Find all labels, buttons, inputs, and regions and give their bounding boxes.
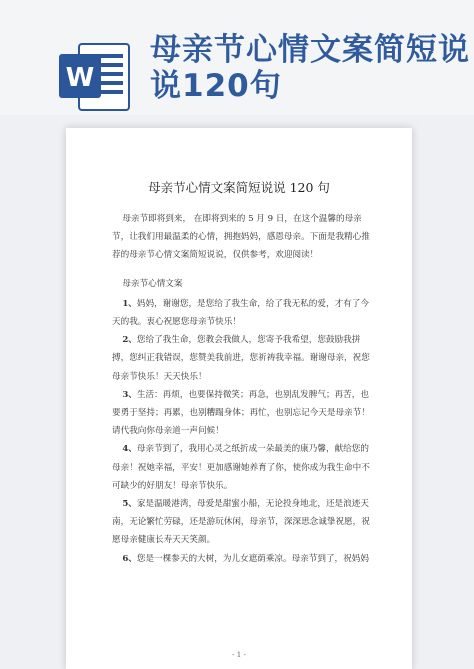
page-number: - 1 -: [232, 651, 246, 659]
list-item: [112, 440, 374, 495]
word-document-icon: [55, 40, 135, 120]
banner: [0, 0, 474, 115]
item-number: 3、: [122, 389, 137, 400]
list-item: [112, 550, 374, 568]
item-text: 生活：再烦，也要保持微笑；再急，也别乱发脾气；再苦，也要勇于坚持；再累，也别糟蹋身体；再忙，也别忘记今天是母亲节！请代我向你母亲道一声问候！: [112, 389, 370, 437]
item-number: 2、: [122, 335, 137, 346]
item-text: 您是一棵参天的大树，为儿女遮荫乘凉。母亲节到了，祝妈妈: [136, 553, 369, 564]
item-text: 您给了我生命，您教会我做人，您寄予我希望，您鼓励我拼搏，您纠正我错误，您赞美我前进，您祈祷我幸福。谢谢母亲，祝您母亲节快乐！天天快乐！: [112, 335, 370, 382]
item-text: 家是温暖港湾，母爱是甜蜜小船，无论投身地北，还是浪迹天南，无论繁忙劳碌，还是游玩休闲，母亲节，深深思念诚挚祝愿，祝愿母亲健康长寿天天笑颜。: [112, 499, 370, 546]
list-item: [112, 495, 374, 550]
section-title: 母亲节心情文案: [122, 278, 183, 289]
list-item: [112, 331, 374, 386]
item-number: 4、: [122, 444, 137, 455]
item-number: 6、: [122, 553, 137, 564]
item-text: 妈妈，谢谢您，是您给了我生命，给了我无私的爱，才有了今天的我。衷心祝愿您母亲节快乐！: [112, 298, 369, 328]
intro-paragraph: 母亲节即将到来， 在即将到来的 5 月 9 日，在这个温馨的母亲节，让我们用最温柔的心情，拥抱妈妈，感恩母亲。下面是我精心推荐的母亲节心情文案简短说说，仅供参考，欢迎阅读！: [112, 214, 370, 261]
item-number: 5、: [122, 499, 137, 510]
list-item: [112, 386, 374, 441]
document-title: 母亲节心情文案简短说说 120 句: [148, 180, 330, 195]
list-item: [112, 295, 374, 331]
document-body: [112, 210, 374, 568]
item-number: 1、: [122, 298, 137, 309]
banner-title: 母亲节心情文案简短说说120句: [150, 32, 470, 104]
word-icon-letter: W: [65, 63, 95, 93]
item-text: 母亲节到了，我用心灵之纸折成一朵最美的康乃馨，献给您的母亲！祝她幸福，平安！更加感谢她养育了你，使你成为我生命中不可缺少的好朋友！母亲节快乐。: [112, 444, 370, 491]
document-page: [66, 128, 412, 669]
